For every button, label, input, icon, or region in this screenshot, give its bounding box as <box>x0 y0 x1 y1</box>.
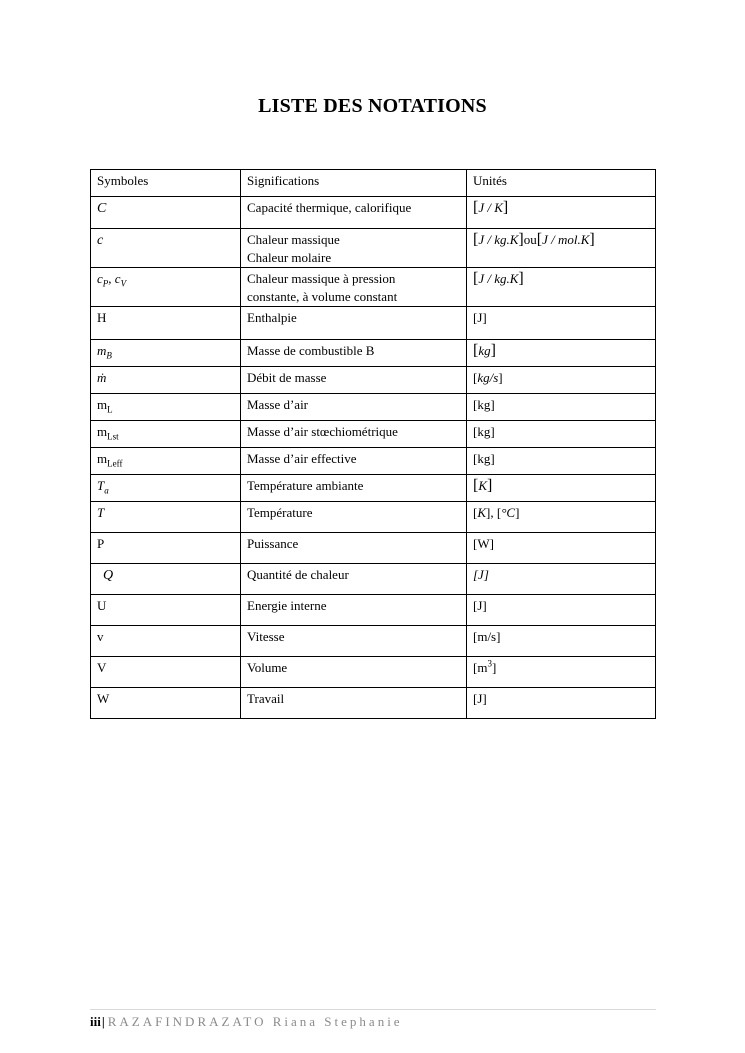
symbol-cell: U <box>91 595 241 626</box>
table-row <box>91 367 656 394</box>
symbol-cell <box>91 268 241 307</box>
meaning-line: Chaleur massique <box>247 232 340 247</box>
symbol-cell: W <box>91 688 241 719</box>
unit: kg/s <box>477 370 499 385</box>
unit-exponent: 3 <box>487 658 492 669</box>
table-row <box>91 197 656 229</box>
symbol-cell: H <box>91 307 241 340</box>
unit-cell: [J / kg.K]ou[J / mol.K] <box>467 229 656 268</box>
meaning-cell: Quantité de chaleur <box>241 564 467 595</box>
symbol-alt: c <box>114 271 121 286</box>
table-row <box>91 448 656 475</box>
symbol: c <box>97 233 104 248</box>
header-unites: Unités <box>467 170 656 197</box>
unit: J / kg.K <box>478 271 519 286</box>
symbol: T <box>97 478 105 493</box>
meaning-cell: Travail <box>241 688 467 719</box>
meaning-line: constante, à volume constant <box>247 289 398 304</box>
meaning-cell: Masse de combustible B <box>241 340 467 367</box>
meaning-cell <box>241 229 467 268</box>
unit-cell: [W] <box>467 533 656 564</box>
meaning-cell: Puissance <box>241 533 467 564</box>
table-row <box>91 421 656 448</box>
meaning-line: Chaleur molaire <box>247 250 332 265</box>
page-title: LISTE DES NOTATIONS <box>258 95 487 117</box>
table-row <box>91 564 656 595</box>
symbol: C <box>97 201 107 216</box>
table-row <box>91 533 656 564</box>
unit-cell: [kg/s] <box>467 367 656 394</box>
unit: [J] <box>473 567 489 582</box>
meaning-cell: Masse d’air stœchiométrique <box>241 421 467 448</box>
unit-cell: [kg] <box>467 340 656 367</box>
table-row <box>91 229 656 268</box>
table-row <box>91 394 656 421</box>
symbol-cell <box>91 229 241 268</box>
unit-separator: , <box>490 505 497 520</box>
footer-author: RAZAFINDRAZATO Riana Stephanie <box>107 1014 403 1029</box>
symbol-cell <box>91 475 241 502</box>
notations-table <box>90 169 656 719</box>
symbol-cell <box>91 367 241 394</box>
table-row <box>91 340 656 367</box>
table-row <box>91 502 656 533</box>
unit: [m <box>473 660 488 675</box>
meaning-cell: Vitesse <box>241 626 467 657</box>
footer-separator: | <box>101 1014 105 1029</box>
table-header-row <box>91 170 656 197</box>
symbol-separator: , <box>108 271 112 286</box>
meaning-cell: Débit de masse <box>241 367 467 394</box>
symbol-cell: v <box>91 626 241 657</box>
unit-cell <box>467 657 656 688</box>
symbol-cell <box>91 197 241 229</box>
meaning-line: Chaleur massique à pression <box>247 271 396 286</box>
symbol-cell <box>91 564 241 595</box>
unit: kg <box>478 343 491 358</box>
table-row <box>91 595 656 626</box>
symbol-cell <box>91 448 241 475</box>
meaning-cell: Masse d’air <box>241 394 467 421</box>
meaning-cell <box>241 268 467 307</box>
unit-cell: [K] <box>467 475 656 502</box>
unit-cell: [J] <box>467 595 656 626</box>
symbol-subscript: P <box>102 278 109 289</box>
symbol-cell: P <box>91 533 241 564</box>
symbol-subscript: B <box>106 350 112 361</box>
table-row <box>91 307 656 340</box>
meaning-cell: Température ambiante <box>241 475 467 502</box>
unit-alt: J / mol.K <box>542 232 590 247</box>
unit-close: ] <box>491 660 497 675</box>
symbol: c <box>97 271 103 286</box>
unit-cell: [K], [°C] <box>467 502 656 533</box>
symbol-subscript: Lst <box>107 431 119 442</box>
page-number: iii <box>90 1014 101 1029</box>
symbol-cell <box>91 340 241 367</box>
meaning-cell: Masse d’air effective <box>241 448 467 475</box>
unit: K <box>477 505 487 520</box>
symbol: m <box>97 397 108 412</box>
unit: J / kg.K <box>478 232 519 247</box>
table-row <box>91 268 656 307</box>
table-row <box>91 626 656 657</box>
symbol-cell <box>91 421 241 448</box>
symbol-cell: V <box>91 657 241 688</box>
unit: J / K <box>478 200 503 215</box>
table-row <box>91 688 656 719</box>
symbol-cell <box>91 394 241 421</box>
unit-cell: [J / K] <box>467 197 656 229</box>
meaning-cell: Capacité thermique, calorifique <box>241 197 467 229</box>
symbol-cell <box>91 502 241 533</box>
symbol: Q <box>103 568 114 583</box>
unit-or: ou <box>523 232 537 247</box>
unit-cell <box>467 564 656 595</box>
table-row <box>91 475 656 502</box>
meaning-cell: Température <box>241 502 467 533</box>
unit: K <box>478 478 487 493</box>
symbol: m <box>97 451 108 466</box>
page-footer <box>90 1009 656 1030</box>
symbol: m <box>97 424 108 439</box>
table-row <box>91 657 656 688</box>
header-symboles: Symboles <box>91 170 241 197</box>
unit-cell: [kg] <box>467 394 656 421</box>
unit-alt: °C <box>501 505 516 520</box>
unit-cell: [kg] <box>467 448 656 475</box>
header-significations: Significations <box>241 170 467 197</box>
unit-cell: [kg] <box>467 421 656 448</box>
meaning-cell: Volume <box>241 657 467 688</box>
symbol-subscript: L <box>107 404 113 415</box>
symbol-alt-subscript: V <box>120 278 127 289</box>
meaning-cell: Enthalpie <box>241 307 467 340</box>
unit-cell: [J / kg.K] <box>467 268 656 307</box>
symbol: T <box>97 505 105 520</box>
symbol-subscript: Leff <box>107 458 123 469</box>
symbol-subscript: a <box>104 485 109 496</box>
symbol: m <box>97 343 107 358</box>
unit-cell: [J] <box>467 688 656 719</box>
unit-cell: [J] <box>467 307 656 340</box>
unit-cell: [m/s] <box>467 626 656 657</box>
meaning-cell: Energie interne <box>241 595 467 626</box>
symbol: ṁ <box>97 370 107 385</box>
